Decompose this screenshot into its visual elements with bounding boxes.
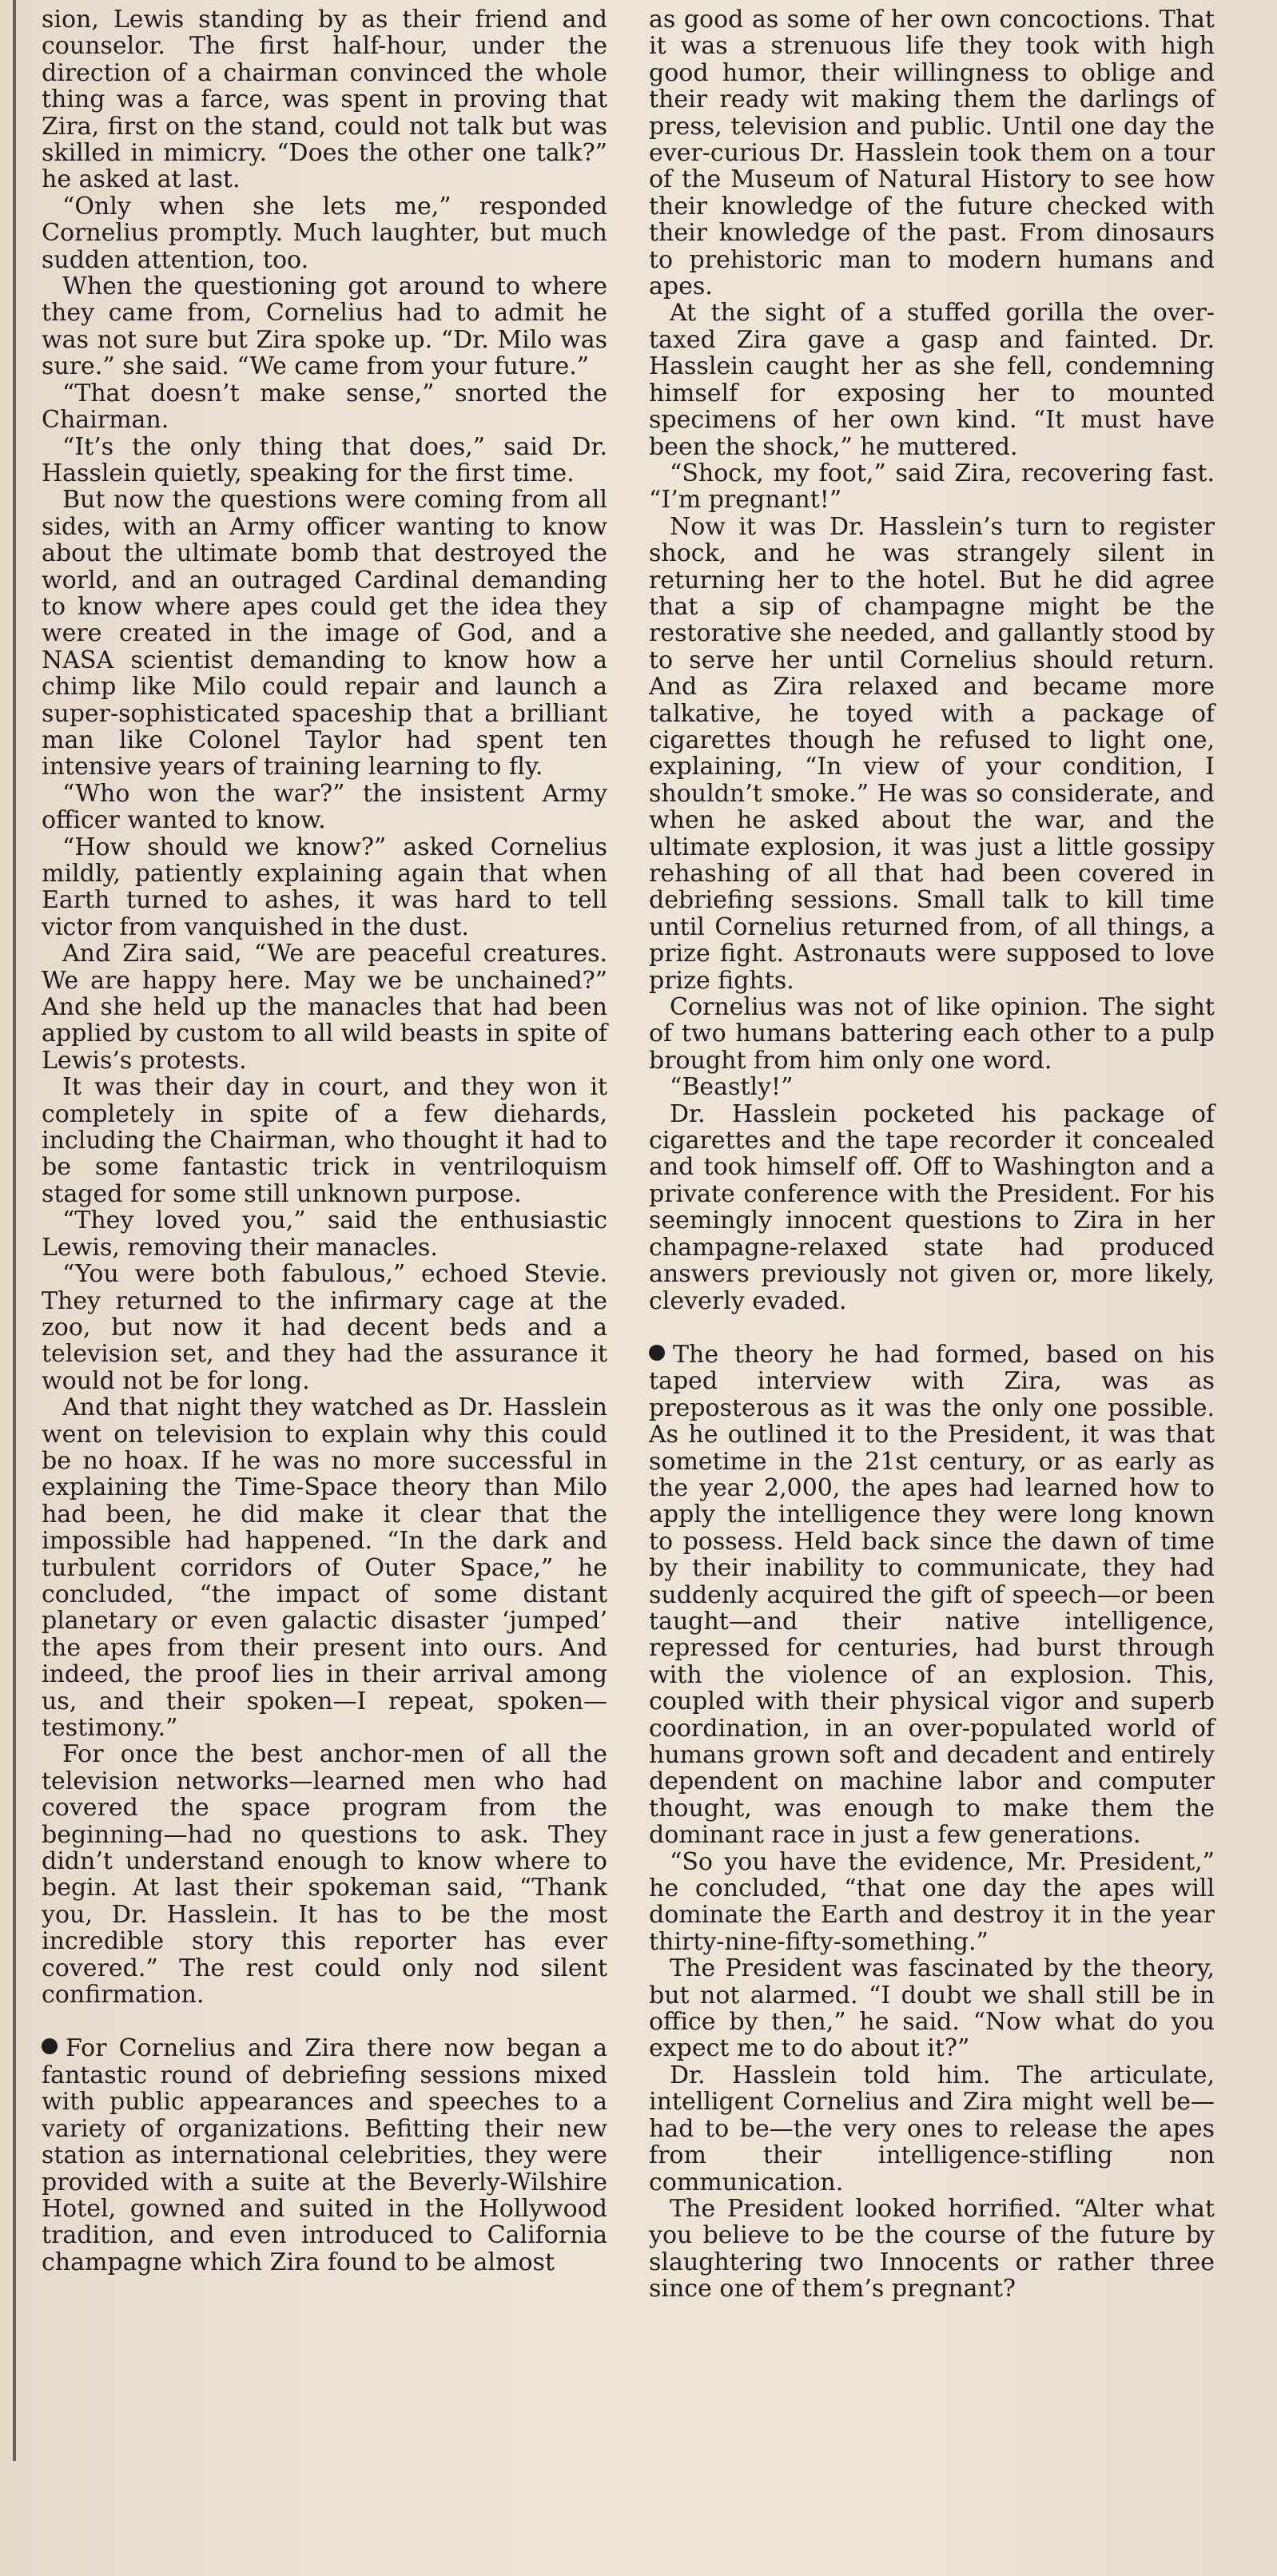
left-column bbox=[42, 6, 607, 2276]
paragraph-text: The theory he had formed, based on his taped interview with Zira, was as preposterous as it was the only one possible. As he outlined it to the President, it was that sometime in the 21st century, or as early as the year 2,000, the apes had learned how to apply the intelligence they were long known to possess. Held back since the dawn of time by their inability to communicate, they had suddenly acquired the gift of speech—or been taught—and their native intelligence, repressed for centuries, had burst through with the violence of an explosion. This, coupled with their physical vigor and superb coordination, in an over-populated world of humans grown soft and decadent and entirely dependent on machine labor and computer thought, was enough to make them the dominant race in just a few generations. bbox=[649, 1340, 1215, 1850]
paragraph: The President looked horrified. “Alter what you believe to be the course of the future by slaughtering two Innocents or rather three since one of them’s pregnant? bbox=[649, 2194, 1215, 2304]
paragraph: “Only when she lets me,” responded Cornelius promptly. Much laughter, but much sudden attention, too. bbox=[42, 192, 607, 274]
paragraph: It was their day in court, and they won it completely in spite of a few diehards, including the Chairman, who thought it had to be some fantastic trick in ventriloquism staged for some still unknown purpose. bbox=[42, 1073, 607, 1208]
paragraph: And Zira said, “We are peaceful creatures. We are happy here. May we be unchained?” And she held up the manacles that had been applied by custom to all wild beasts in spite of Lewis’s protests. bbox=[42, 940, 607, 1075]
paragraph: “Beastly!” bbox=[670, 1073, 794, 1102]
paragraph: “They loved you,” said the enthusiastic Lewis, removing their manacles. bbox=[42, 1207, 607, 1262]
paragraph: And that night they watched as Dr. Hasslein went on television to explain why this could be no hoax. If he was no more successful in explaining the Time-Space theory than Milo had been, he did make it clear that the impossible had happened. “In the dark and turbulent corridors of Outer Space,” he concluded, “the impact of some distant planetary or even galactic disaster ‘jumped’ the apes from their present into ours. And indeed, the proof lies in their arrival among us, and their spoken—I repeat, spoken—testimony.” bbox=[42, 1393, 607, 1742]
section-bullet-icon bbox=[649, 1345, 665, 1361]
paragraph: “Who won the war?” the insistent Army officer wanted to know. bbox=[42, 779, 607, 835]
paragraph: “That doesn’t make sense,” snorted the Chairman. bbox=[42, 379, 607, 435]
paragraph: Dr. Hasslein told him. The articulate, intelligent Cornelius and Zira might well be—had to be—the very ones to release the apes from their intelligence-stifling non communication. bbox=[649, 2061, 1215, 2196]
paragraph: “How should we know?” asked Cornelius mildly, patiently explaining again that when Earth turned to ashes, it was hard to tell victor from vanquished in the dust. bbox=[42, 833, 607, 941]
paragraph: At the sight of a stuffed gorilla the over-taxed Zira gave a gasp and fainted. Dr. Hasslein caught her as she fell, condemning himself for exposing her to mounted specimens of her own kind. “It must have been the shock,” he muttered. bbox=[649, 299, 1215, 461]
left-margin-rule bbox=[13, 0, 16, 2461]
paragraph: Dr. Hasslein pocketed his package of cigarettes and the tape recorder it concealed and took himself off. Off to Washington and a private conference with the President. For his seemingly innocent questions to Zira in her champagne-relaxed state had produced answers previously not given or, more likely, cleverly evaded. bbox=[649, 1099, 1215, 1315]
paragraph-text: For Cornelius and Zira there now began a fantastic round of debriefing sessions mixed with public appearances and speeches to a variety of organizations. Befitting their new station as international celebrities, they were provided with a suite at the Beverly-Wilshire Hotel, gowned and suited in the Hollywood tradition, and even introduced to California champagne which Zira found to be almost bbox=[42, 2034, 607, 2276]
paragraph: For once the best anchor-men of all the television networks—learned men who had covered the space program from the beginning—had no questions to ask. They didn’t understand enough to know where to begin. At last their spokeman said, “Thank you, Dr. Hasslein. It has to be the most incredible story this reporter has ever covered.” The rest could only nod silent confirmation. bbox=[42, 1740, 607, 2010]
paragraph: Cornelius was not of like opinion. The sight of two humans battering each other to a pulp brought from him only one word. bbox=[649, 993, 1215, 1075]
paragraph: sion, Lewis standing by as their friend and counselor. The first half-hour, under the direction of a chairman convinced the whole thing was a farce, was spent in proving that Zira, first on the stand, could not talk but was skilled in mimicry. “Does the other one talk?” he asked at last. bbox=[42, 6, 607, 194]
paragraph: “So you have the evidence, Mr. President,” he concluded, “that one day the apes will dominate the Earth and destroy it in the year thirty-nine-fifty-something.” bbox=[649, 1847, 1215, 1956]
section-bullet-icon bbox=[42, 2038, 58, 2054]
paragraph: “It’s the only thing that does,” said Dr. Hasslein quietly, speaking for the first time. bbox=[42, 432, 607, 487]
paragraph: But now the questions were coming from all sides, with an Army officer wanting to know about the ultimate bomb that destroyed the world, and an outraged Cardinal demanding to know where apes could get the idea they were created in the image of God, and a NASA scientist demanding to know how a chimp like Milo could repair and launch a super-sophisticated spaceship that a brilliant man like Colonel Taylor had spent ten intensive years of training learning to fly. bbox=[42, 486, 607, 781]
paragraph: as good as some of her own concoctions. That it was a strenuous life they took with high good humor, their willingness to oblige and their ready wit making them the darlings of press, television and public. Until one day the ever-curious Dr. Hasslein took them on a tour of the Museum of Natural History to see how their knowledge of the future checked with their knowledge of the past. From dinosaurs to prehistoric man to modern humans and apes. bbox=[649, 6, 1215, 301]
paragraph: “You were both fabulous,” echoed Stevie. They returned to the infirmary cage at the zoo, but now it had decent beds and a television set, and they had the assurance it would not be for long. bbox=[42, 1260, 607, 1395]
paragraph: Now it was Dr. Hasslein’s turn to register shock, and he was strangely silent in returning her to the hotel. But he did agree that a sip of champagne might be the restorative she needed, and gallantly stood by to serve her until Cornelius should return. And as Zira relaxed and became more talkative, he toyed with a package of cigarettes though he refused to light one, explaining, “In view of your condition, I shouldn’t smoke.” He was so considerate, and when he asked about the war, and the ultimate explosion, it was just a little gossipy rehashing of all that had been covered in debriefing sessions. Small talk to kill time until Cornelius returned from, of all things, a prize fight. Astronauts were supposed to love prize fights. bbox=[649, 512, 1215, 995]
section-paragraph bbox=[649, 1342, 1215, 1849]
paragraph: The President was fascinated by the theory, but not alarmed. “I doubt we shall still be in office by then,” he said. “Now what do you expect me to do about it?” bbox=[649, 1954, 1215, 2063]
right-column bbox=[649, 6, 1215, 2303]
paragraph: “Shock, my foot,” said Zira, recovering fast. “I’m pregnant!” bbox=[649, 459, 1215, 515]
section-paragraph bbox=[42, 2035, 607, 2276]
paragraph: When the questioning got around to where they came from, Cornelius had to admit he was not sure but Zira spoke up. “Dr. Milo was sure.” she said. “We came from your future.” bbox=[42, 272, 607, 381]
